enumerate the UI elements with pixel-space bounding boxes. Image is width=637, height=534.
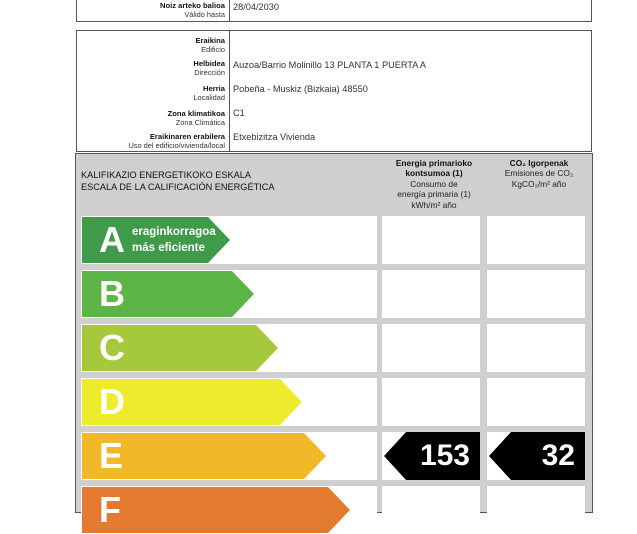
validity-label-es: Válido hasta [184,10,225,19]
rating-cell [487,378,585,426]
rating-arrow-c [82,325,278,371]
climate-zone-label-es: Zona Climática [175,118,225,127]
energy-header-line1: Energia primarioko [395,158,473,168]
co2-emissions-badge-value: 32 [541,439,575,472]
town-label-eu: Herria [203,84,225,93]
validity-label [77,1,225,19]
address-label-es: Dirección [194,68,225,77]
rating-arrow-f [82,487,350,533]
address-label-eu: Helbidea [193,59,225,68]
building-use-label [77,132,225,150]
rating-arrow-b [82,271,254,317]
energy-consumption-badge [384,432,480,480]
scale-title-es: ESCALA DE LA CALIFICACIÓN ENERGÉTICA [81,182,275,192]
energy-header-line3: Consumo de [410,178,458,189]
building-name-label [77,36,225,54]
building-name-label-eu: Eraikina [195,36,225,45]
co2-header-line1: CO₂ Igorpenak [509,158,569,168]
town-label [77,84,225,102]
climate-zone-value: C1 [233,108,245,118]
rating-letter: E [99,435,124,476]
co2-header-line2: Emisiones de CO₂ [504,168,574,179]
energy-rating-panel [75,153,593,530]
town-value: Pobeña - Muskiz (Bizkaia) 48550 [233,84,368,94]
address-label [77,59,225,77]
rating-letter: F [99,489,121,530]
building-name-label-es: Edificio [201,45,225,54]
validity-value: 28/04/2030 [233,2,279,12]
rating-cell [487,216,585,264]
energy-header-line5: kWh/m² año [411,199,457,210]
rating-cell [487,486,585,534]
town-label-es: Localidad [193,93,225,102]
rating-letter: C [99,327,125,368]
energy-header-line4: energía primaria (1) [397,189,471,200]
rating-cell [382,378,480,426]
climate-zone-label-eu: Zona klimatikoa [167,109,225,118]
rating-letter: A [99,219,125,260]
rating-cell [487,270,585,318]
descriptor-eu: eraginkorragoa [132,226,216,238]
rating-cell [382,486,480,534]
validity-divider [229,0,230,21]
rating-letter: D [99,381,125,422]
rating-cell [487,324,585,372]
top-class-descriptor [132,224,216,256]
building-use-label-es: Uso del edificio/vivienda/local [128,141,225,150]
energy-column-header [382,158,486,210]
rating-cell [382,270,480,318]
validity-label-eu: Noiz arteko balioa [160,1,225,10]
descriptor-es: más eficiente [132,242,205,254]
info-divider [229,31,230,151]
building-use-label-eu: Eraikinaren erabilera [149,132,225,141]
rating-arrow-d [82,379,302,425]
rating-arrow-e [82,433,326,479]
rating-cell [382,324,480,372]
rating-cell [382,216,480,264]
building-info-box [76,30,592,152]
rating-arrow-a [82,217,230,263]
co2-header-line3: KgCO₂/m² año [511,178,567,189]
building-use-value: Etxebizitza Vivienda [233,132,316,142]
address-value: Auzoa/Barrio Molinillo 13 PLANTA 1 PUERTA A [233,60,427,70]
energy-consumption-badge-value: 153 [419,439,470,472]
rating-arrow-shape [82,487,350,533]
co2-emissions-badge [489,432,585,480]
co2-column-header [487,158,591,189]
scale-title-eu: KALIFIKAZIO ENERGETIKOKO ESKALA [81,170,252,180]
climate-zone-label [77,109,225,127]
energy-header-line2: kontsumoa (1) [405,168,463,179]
rating-letter: B [99,273,125,314]
validity-box [76,0,592,22]
